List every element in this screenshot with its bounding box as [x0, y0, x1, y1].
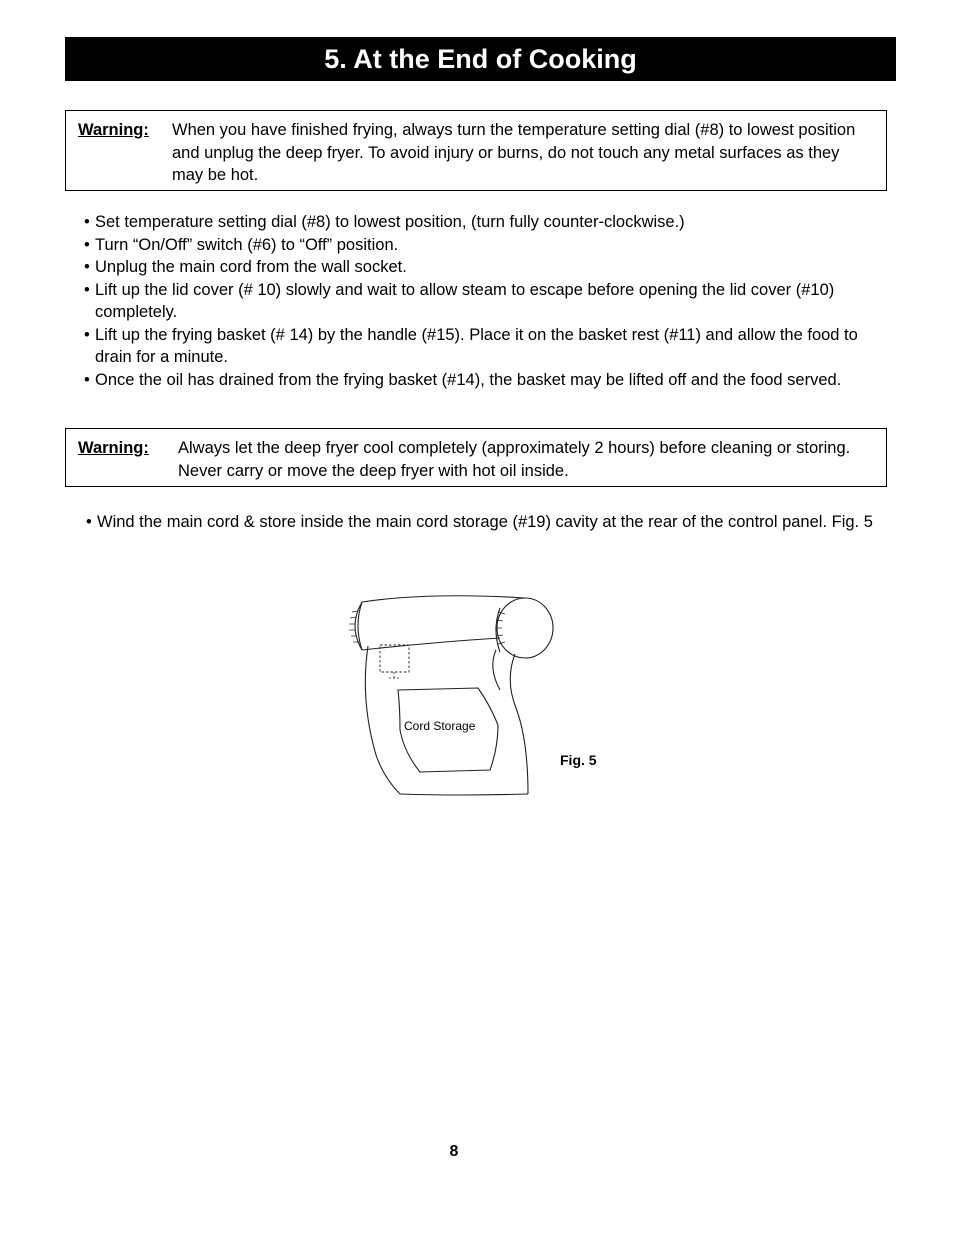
list-item: • Set temperature setting dial (#8) to lowest position, (turn fully counter-clockwise.) — [84, 211, 884, 234]
figure-callout-cord-storage: Cord Storage — [404, 719, 476, 733]
section-title — [65, 37, 896, 81]
list-item: • Once the oil has drained from the frying basket (#14), the basket may be lifted off and the food served. — [84, 369, 884, 392]
figure-caption: Fig. 5 — [560, 752, 597, 768]
list-item: • Turn “On/Off” switch (#6) to “Off” position. — [84, 234, 884, 257]
fryer-cord-storage-illustration — [340, 590, 570, 802]
warning-box-cooling — [65, 428, 887, 487]
warning-label: Warning: — [78, 121, 149, 139]
list-item: • Lift up the lid cover (# 10) slowly and wait to allow steam to escape before opening the lid cover (#10) completely. — [84, 279, 884, 324]
warning-label: Warning: — [78, 439, 149, 457]
page-number: 8 — [449, 1143, 459, 1160]
list-item: • Lift up the frying basket (# 14) by the handle (#15). Place it on the basket rest (#11) and allow the food to drain for a minute. — [84, 324, 884, 369]
end-of-cooking-steps — [84, 211, 884, 391]
cord-storage-steps — [86, 511, 886, 534]
section-title-text: 5. At the End of Cooking — [324, 43, 637, 74]
warning-text: When you have finished frying, always turn the temperature setting dial (#8) to lowest position and unplug the deep fryer. To avoid injury or burns, do not touch any metal surfaces as they may be hot. — [172, 121, 856, 184]
list-item: • Unplug the main cord from the wall socket. — [84, 256, 884, 279]
warning-text: Always let the deep fryer cool completely (approximately 2 hours) before cleaning or storing. Never carry or move the deep fryer with hot oil inside. — [178, 439, 851, 480]
warning-box-frying — [65, 110, 887, 191]
list-item: • Wind the main cord & store inside the main cord storage (#19) cavity at the rear of the control panel. Fig. 5 — [86, 511, 886, 534]
